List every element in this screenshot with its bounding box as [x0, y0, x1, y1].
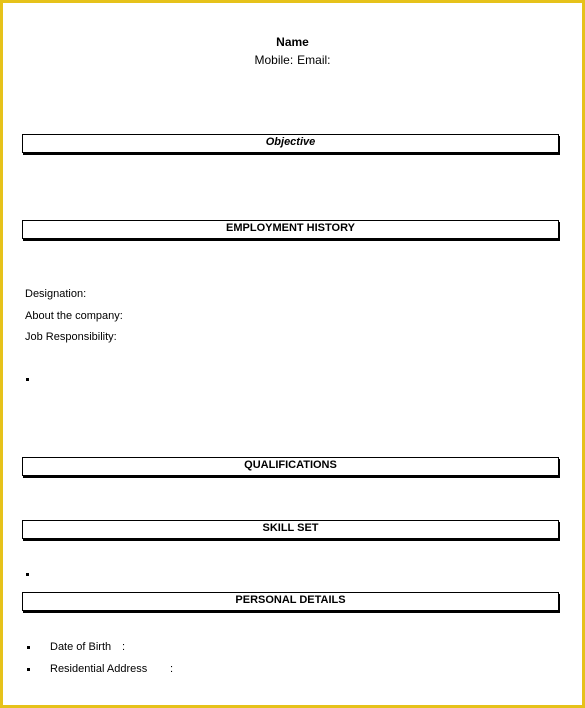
dob-bullet	[27, 646, 30, 649]
mobile-label: Mobile:	[254, 53, 294, 67]
section-objective: Objective	[22, 134, 559, 153]
job-responsibility-label: Job Responsibility:	[25, 331, 117, 343]
contact-line	[0, 53, 585, 67]
address-label: Residential Address	[50, 663, 148, 675]
address-colon: :	[170, 663, 174, 675]
email-label: Email:	[297, 53, 331, 67]
skill-bullet	[26, 573, 29, 576]
section-personal-details: PERSONAL DETAILS	[22, 592, 559, 611]
dob-label: Date of Birth	[50, 641, 112, 653]
dob-colon: :	[122, 641, 126, 653]
section-employment-history: EMPLOYMENT HISTORY	[22, 220, 559, 239]
section-qualifications: QUALIFICATIONS	[22, 457, 559, 476]
designation-label: Designation:	[25, 288, 87, 300]
address-bullet	[27, 668, 30, 671]
about-company-label: About the company:	[25, 310, 123, 322]
section-skill-set: SKILL SET	[22, 520, 559, 539]
responsibility-bullet	[26, 378, 29, 381]
resume-name: Name	[276, 35, 309, 49]
